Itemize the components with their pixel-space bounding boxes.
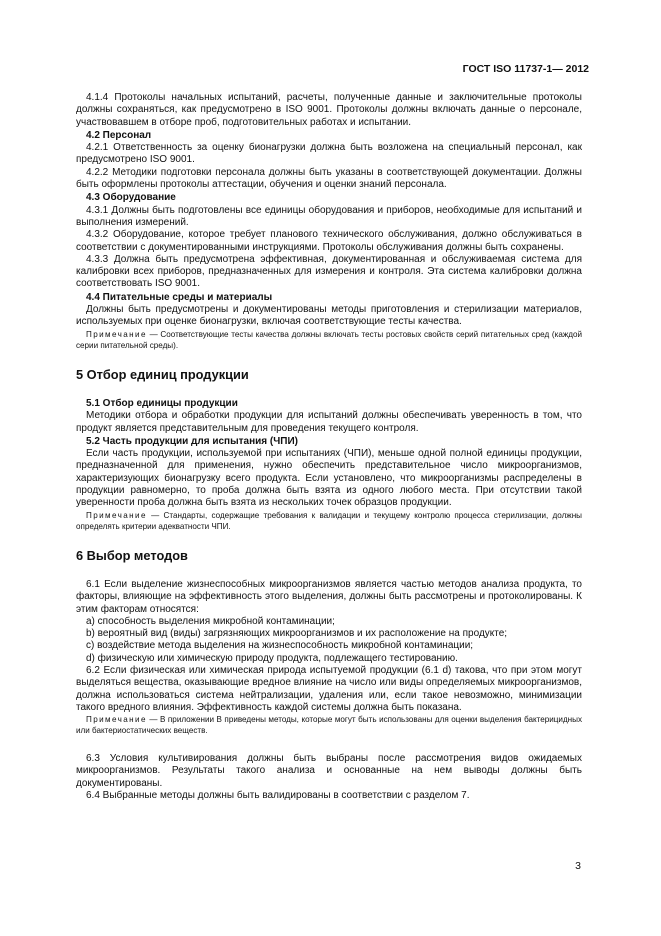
clause-6-1: 6.1 Если выделение жизнеспособных микроорганизмов является частью методов анализа продукта, то факторы, влияющие на эффективность этого выделения, должны быть рассмотрены и протоколированы. К этим факторам относятся:	[76, 578, 582, 615]
heading-4-2: 4.2 Персонал	[86, 129, 152, 141]
clause-4-2-1: 4.2.1 Ответственность за оценку бионагрузки должна быть возложена на специальный персонал, как предусмотрено ISO 9001.	[76, 142, 582, 166]
page-content	[76, 92, 582, 802]
clause-4-3-3: 4.3.3 Должна быть предусмотрена эффективная, документированная и обслуживаемая система для калибровки всех приборов, предназначенных для измерения и контроля. Эта система калибровки должна соответствовать ISO 9001.	[76, 253, 582, 290]
clause-4-2-2: 4.2.2 Методики подготовки персонала должны быть указаны в соответствующей документации. Должны быть оформлены протоколы аттестации, обучения и оценки знаний персонала.	[76, 166, 582, 191]
clause-4-3-1: 4.3.1 Должны быть подготовлены все единицы оборудования и приборов, необходимые для испытаний и выполнения измерений.	[76, 204, 582, 228]
spacer	[76, 736, 582, 753]
heading-5-1: 5.1 Отбор единицы продукции	[86, 397, 238, 409]
list-item: b) вероятный вид (виды) загрязняющих микроорганизмов и их расположение на продукте;	[86, 628, 508, 640]
list-item: d) физическую или химическую природу продукта, подлежащего тестированию.	[86, 652, 458, 664]
note-label: Примечание	[86, 329, 147, 339]
clause-6-4: 6.4 Выбранные методы должны быть валидированы в соответствии с разделом 7.	[86, 790, 470, 802]
note-6-2	[76, 714, 582, 736]
note-5-2	[76, 510, 582, 532]
note-text: — В приложении В приведены методы, которые могут быть использованы для оценки выделения бактерицидных или бактериостатических веществ.	[76, 715, 583, 736]
note-text: — Стандарты, содержащие требования к валидации и текущему контролю процесса стерилизации, должны определять критерии адекватности ЧПИ.	[76, 510, 582, 531]
list-item: a) способность выделения микробной контаминации;	[86, 615, 335, 627]
note-text: — Соответствующие тесты качества должны включать тесты ростовых свойств серий питательных сред (каждой серии питательной среды).	[76, 329, 582, 350]
document-header: ГОСТ ISO 11737-1— 2012	[462, 63, 589, 75]
clause-5-1: Методики отбора и обработки продукции для испытаний должны обеспечивать уверенность в том, что продукт является представительным для проведения текущего контроля.	[76, 410, 582, 434]
heading-4-3: 4.3 Оборудование	[86, 192, 176, 204]
heading-5-2: 5.2 Часть продукции для испытания (ЧПИ)	[86, 435, 298, 447]
note-label: Примечание	[86, 715, 147, 725]
heading-4-4: 4.4 Питательные среды и материалы	[86, 291, 273, 303]
list-item: c) воздействие метода выделения на жизнеспособность микробной контаминации;	[86, 640, 474, 652]
clause-4-1-4: 4.1.4 Протоколы начальных испытаний, расчеты, полученные данные и заключительные протоколы должны сохраняться, как предусмотрено в ISO 9001. Протоколы должны включать данные о персонале, участвовавшем в отборе проб, подготовительных работах и испытании.	[76, 92, 582, 128]
clause-4-4: Должны быть предусмотрены и документированы методы приготовления и стерилизации материалов, используемых при оценке бионагрузки, включая соответствующие тесты качества.	[76, 304, 582, 328]
clause-6-2: 6.2 Если физическая или химическая природа испытуемой продукции (6.1 d) такова, что при этом могут выделяться вещества, оказывающие вредное влияние на число или виды определяемых микроорганизмов, должна использоваться система нейтрализации, удаления или, если такое невозможно, минимизации такого вредного влияния. Эффективность каждой системы должна быть показана.	[76, 664, 582, 713]
clause-5-2: Если часть продукции, используемой при испытаниях (ЧПИ), меньше одной полной единицы продукции, предназначенной для применения, нужно обеспечить представительное число микроорганизмов, характеризующих бионагрузку всего продукта. Если установлено, что микроорганизмы распределены в продукции равномерно, то проба должна быть взята из одного любого места. При отсутствии такой уверенности проба должна быть взята из нескольких точек образцов продукции.	[76, 448, 582, 509]
clause-6-3: 6.3 Условия культивирования должны быть выбраны после рассмотрения видов ожидаемых микроорганизмов. Результаты такого анализа и основанные на нем выводы должны быть документированы.	[76, 753, 582, 789]
note-4-4	[76, 329, 582, 351]
page-number: 3	[575, 860, 581, 872]
note-label: Примечание	[86, 510, 147, 520]
section-6-title: 6 Выбор методов	[76, 547, 188, 563]
clause-4-3-2: 4.3.2 Оборудование, которое требует планового технического обслуживания, должно обслуживаться в соответствии с документированными инструкциями. Протоколы обслуживания должны быть сохранены.	[76, 229, 582, 253]
section-5-title: 5 Отбор единиц продукции	[76, 366, 249, 382]
